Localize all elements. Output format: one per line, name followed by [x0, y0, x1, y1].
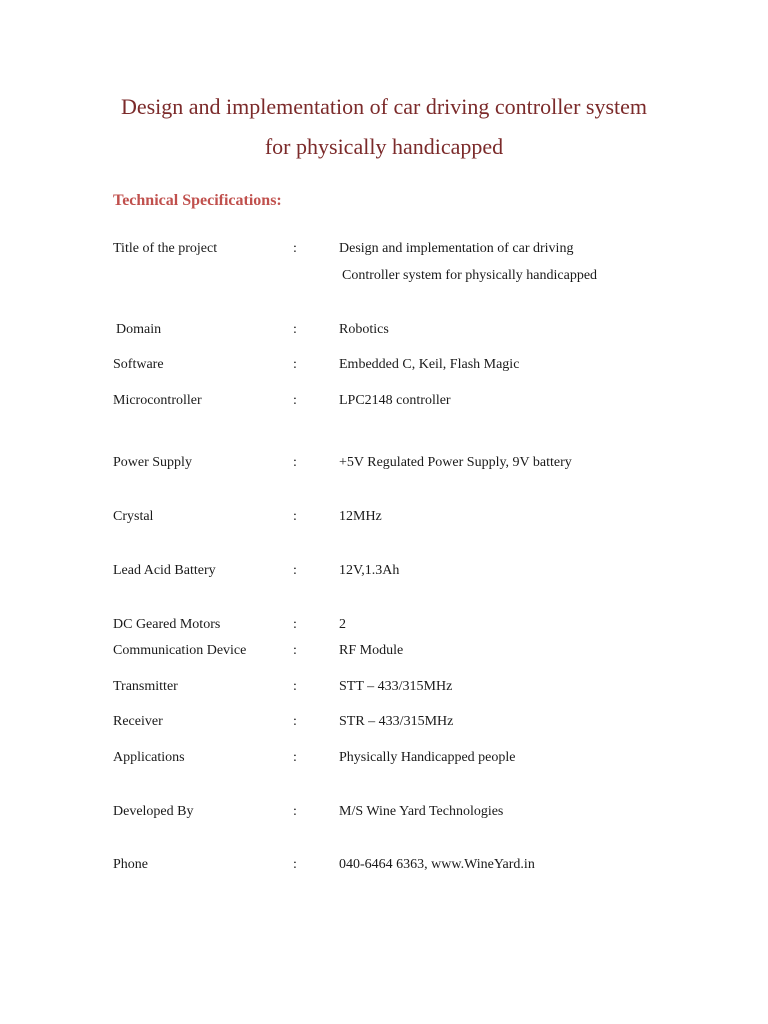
spec-row-microcontroller — [0, 393, 768, 413]
spec-row-transmitter — [0, 679, 768, 699]
spec-label: DC Geared Motors — [113, 617, 221, 632]
spec-row-power-supply — [0, 455, 768, 475]
spec-value: Robotics — [339, 322, 389, 337]
spec-separator: : — [293, 750, 297, 765]
spec-label: Transmitter — [113, 679, 178, 694]
spec-row-lead-acid-battery — [0, 563, 768, 583]
spec-row-communication-device — [0, 643, 768, 663]
spec-separator: : — [293, 563, 297, 578]
spec-separator: : — [293, 714, 297, 729]
spec-separator: : — [293, 455, 297, 470]
spec-value: +5V Regulated Power Supply, 9V battery — [339, 455, 572, 470]
spec-label: Phone — [113, 857, 148, 872]
spec-label: Software — [113, 357, 164, 372]
spec-row-title — [0, 241, 768, 261]
spec-label: Developed By — [113, 804, 194, 819]
spec-separator: : — [293, 241, 297, 256]
spec-value: STR – 433/315MHz — [339, 714, 454, 729]
spec-value: 2 — [339, 617, 346, 632]
spec-row-title-cont — [0, 268, 768, 288]
spec-label: Power Supply — [113, 455, 192, 470]
spec-value: STT – 433/315MHz — [339, 679, 453, 694]
document-title-line-1: Design and implementation of car driving controller system — [120, 94, 648, 119]
spec-separator: : — [293, 393, 297, 408]
spec-label: Title of the project — [113, 241, 218, 256]
spec-value: Embedded C, Keil, Flash Magic — [339, 357, 520, 372]
spec-label: Applications — [113, 750, 185, 765]
spec-value: Design and implementation of car driving — [339, 241, 574, 256]
spec-separator: : — [293, 322, 297, 337]
spec-separator: : — [293, 357, 297, 372]
spec-row-dc-geared-motors — [0, 617, 768, 637]
spec-label: Domain — [116, 322, 162, 337]
spec-separator: : — [293, 617, 297, 632]
document-title-line-2: for physically handicapped — [264, 134, 504, 159]
spec-value: RF Module — [339, 643, 404, 658]
spec-separator: : — [293, 804, 297, 819]
spec-label: Lead Acid Battery — [113, 563, 216, 578]
spec-label: Communication Device — [113, 643, 247, 658]
spec-row-receiver — [0, 714, 768, 734]
spec-row-developed-by — [0, 804, 768, 824]
spec-separator: : — [293, 509, 297, 524]
spec-separator: : — [293, 643, 297, 658]
spec-value: 12V,1.3Ah — [339, 563, 400, 578]
spec-separator: : — [293, 857, 297, 872]
spec-label: Receiver — [113, 714, 163, 729]
spec-row-domain — [0, 322, 768, 342]
spec-row-crystal — [0, 509, 768, 529]
section-heading: Technical Specifications: — [113, 192, 282, 209]
spec-row-applications — [0, 750, 768, 770]
spec-value: M/S Wine Yard Technologies — [339, 804, 504, 819]
spec-label: Crystal — [113, 509, 154, 524]
spec-value: LPC2148 controller — [339, 393, 451, 408]
spec-value: 040-6464 6363, www.WineYard.in — [339, 857, 535, 872]
spec-row-software — [0, 357, 768, 377]
spec-value-continued: Controller system for physically handicapped — [342, 268, 598, 283]
spec-value: Physically Handicapped people — [339, 750, 516, 765]
spec-value: 12MHz — [339, 509, 382, 524]
spec-separator: : — [293, 679, 297, 694]
spec-row-phone — [0, 857, 768, 877]
spec-label: Microcontroller — [113, 393, 202, 408]
